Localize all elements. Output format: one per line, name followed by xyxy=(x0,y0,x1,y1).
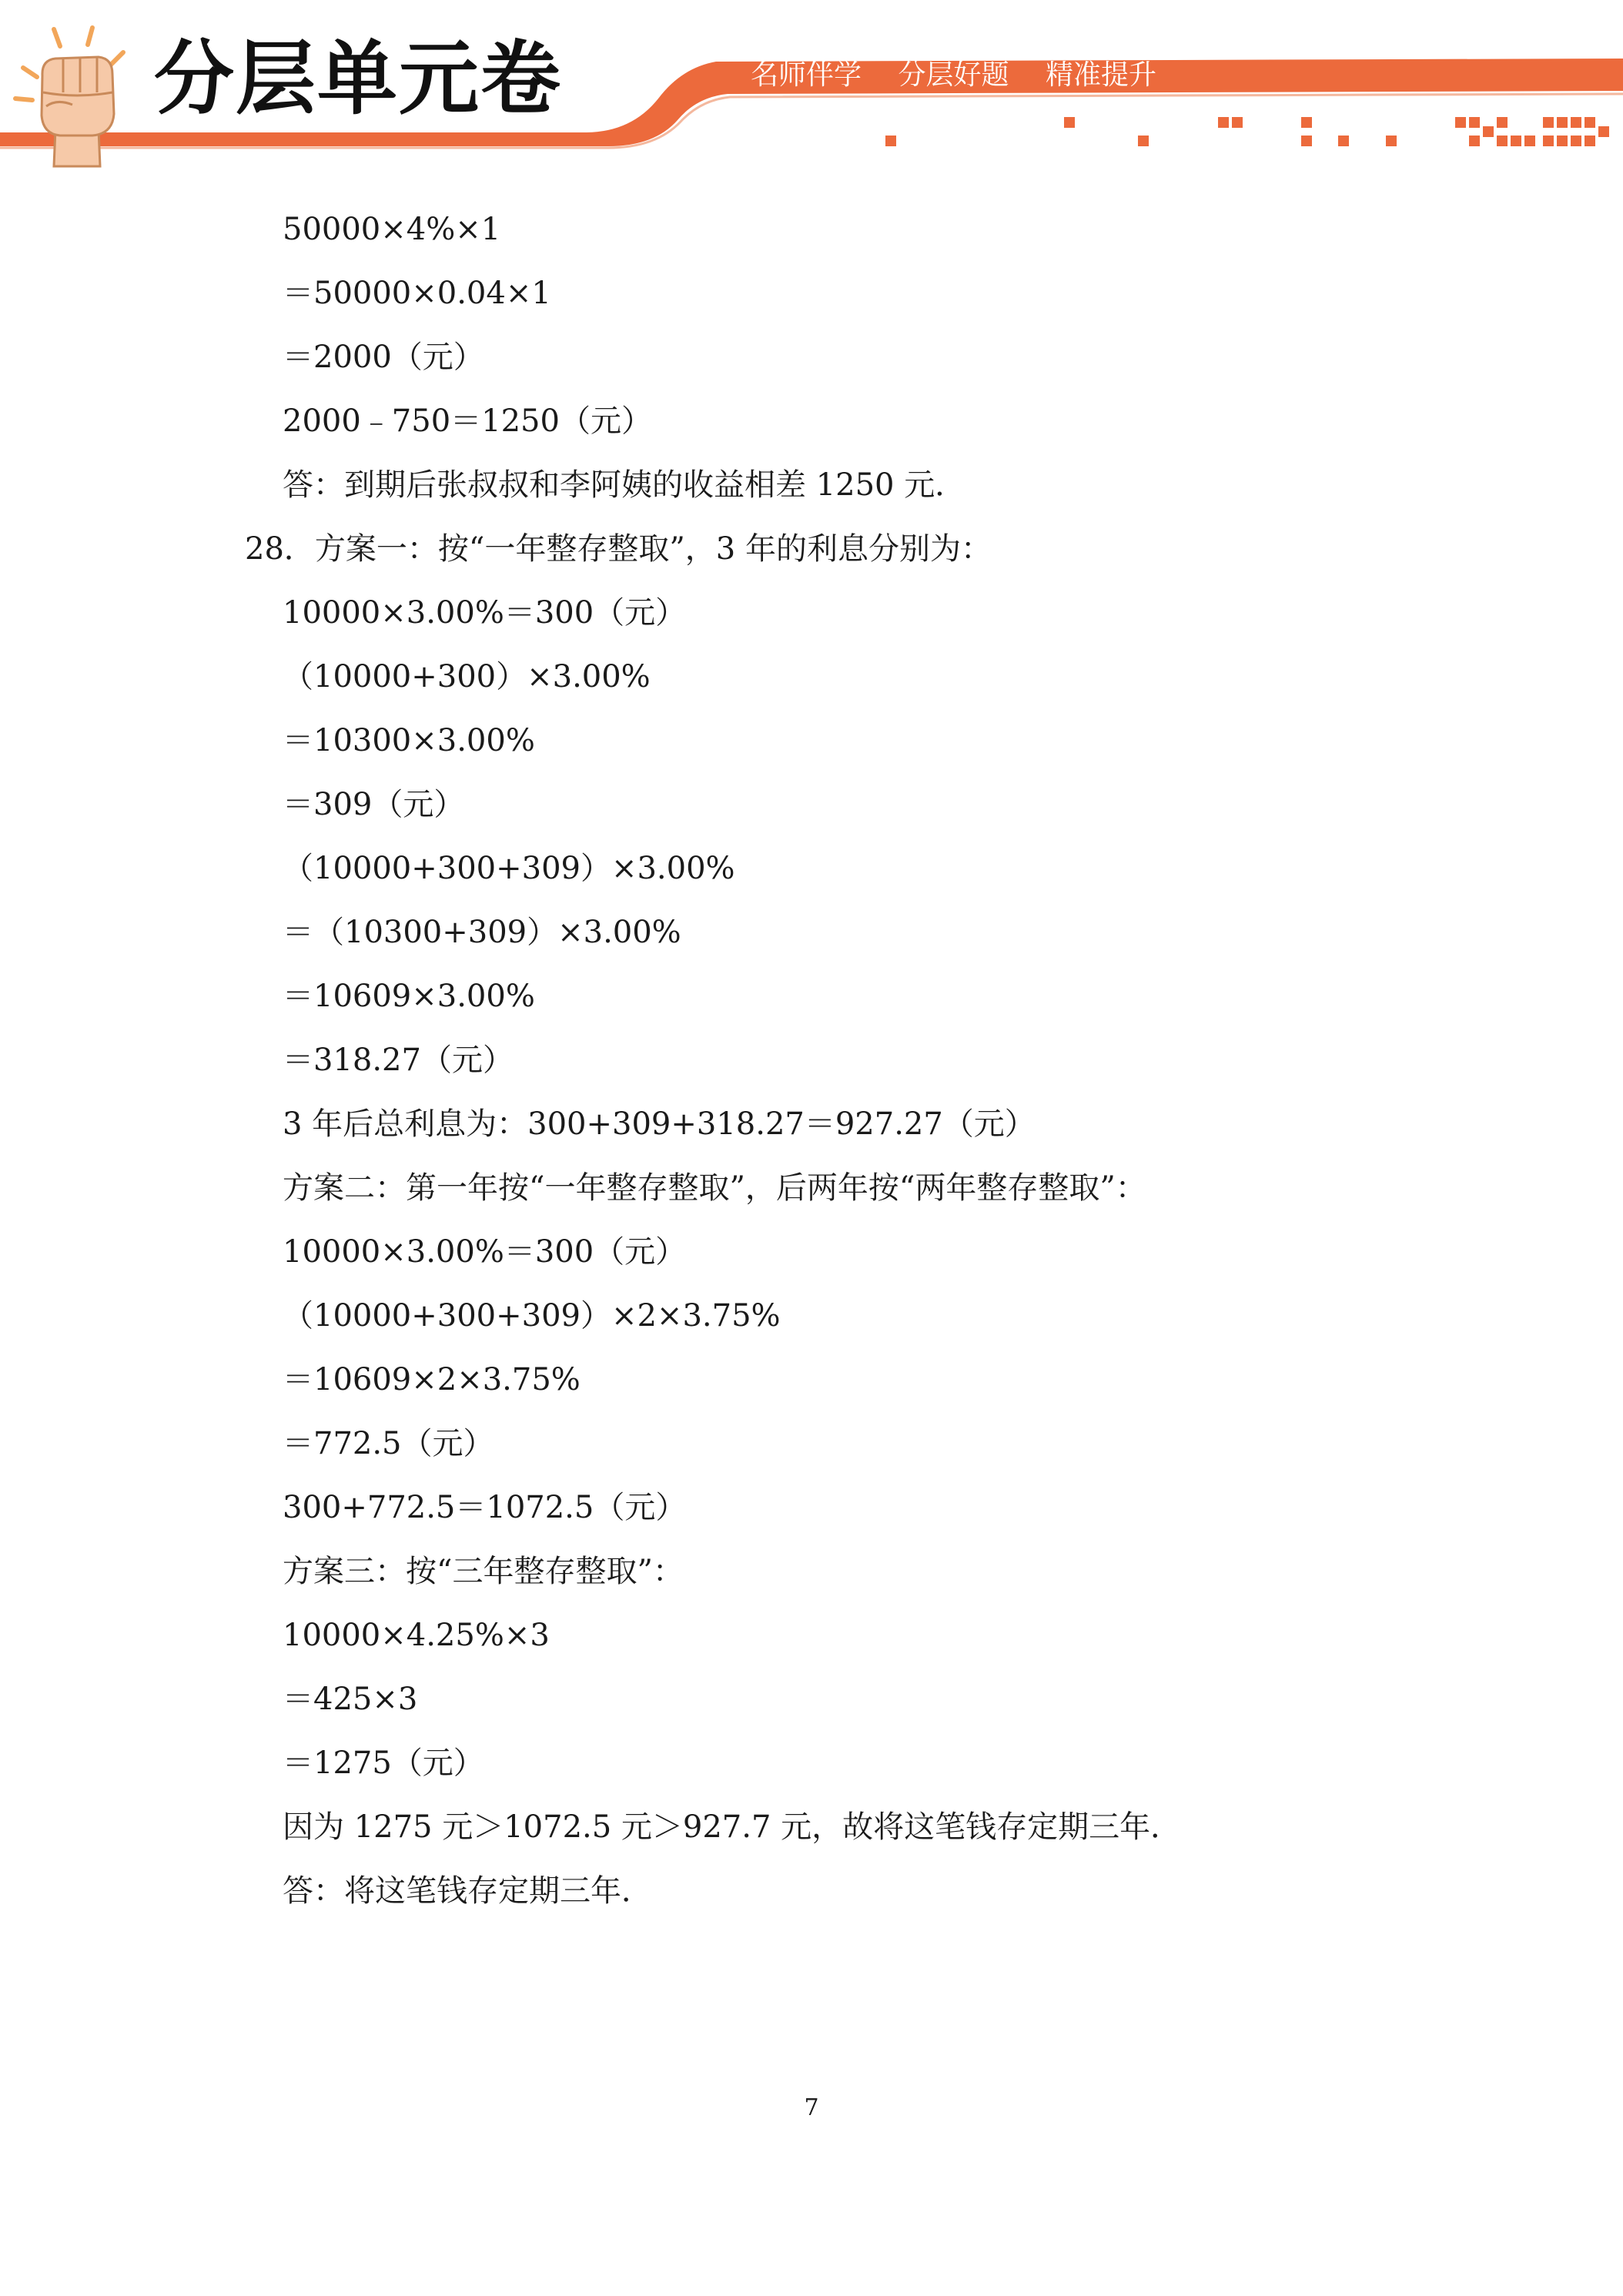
solution-line: 300+772.5＝1072.5（元） xyxy=(283,1490,687,1525)
solution-line: 10000×3.00%＝300（元） xyxy=(283,595,687,631)
solution-line: ＝425×3 xyxy=(283,1682,418,1717)
solution-line: ＝309（元） xyxy=(283,787,465,822)
header-slogan xyxy=(751,59,1184,91)
answer-line: 答：将这笔钱存定期三年． xyxy=(283,1873,652,1909)
solution-line: ＝2000（元） xyxy=(283,340,484,375)
solution-line: ＝10609×3.00% xyxy=(283,979,535,1014)
solution-line: ＝50000×0.04×1 xyxy=(283,276,551,311)
solution-line: ＝（10300+309）×3.00% xyxy=(283,915,681,950)
solution-line: ＝10300×3.00% xyxy=(283,723,535,758)
brand-title: 分层单元卷 xyxy=(154,32,563,126)
solution-line: （10000+300+309）×3.00% xyxy=(283,851,735,886)
solution-line: （10000+300+309）×2×3.75% xyxy=(283,1298,781,1334)
solution-line: 方案三：按“三年整存整取”： xyxy=(283,1554,684,1589)
solution-line: ＝318.27（元） xyxy=(283,1043,514,1078)
solution-line: 10000×3.00%＝300（元） xyxy=(283,1234,687,1270)
fist-icon xyxy=(8,22,139,168)
page-header xyxy=(0,0,1623,166)
solution-line: 3 年后总利息为：300+309+318.27＝927.27（元） xyxy=(283,1106,1036,1142)
slogan-item: 名师伴学 xyxy=(751,59,862,91)
solution-line: （10000+300）×3.00% xyxy=(283,659,651,694)
solution-line: ＝772.5（元） xyxy=(283,1426,494,1461)
solution-line: ＝1275（元） xyxy=(283,1745,484,1781)
answer-line: 答：到期后张叔叔和李阿姨的收益相差 1250 元． xyxy=(283,467,966,503)
solution-line: 50000×4%×1 xyxy=(283,212,501,247)
conclusion-line: 因为 1275 元＞1072.5 元＞927.7 元，故将这笔钱存定期三年． xyxy=(283,1809,1182,1845)
solution-line: ＝10609×2×3.75% xyxy=(283,1362,581,1397)
solution-line: 10000×4.25%×3 xyxy=(283,1618,550,1653)
slogan-item: 分层好题 xyxy=(898,59,1009,91)
solution-line: 2000﹣750＝1250（元） xyxy=(283,403,652,439)
solution-line: 方案二：第一年按“一年整存整取”，后两年按“两年整存整取”： xyxy=(283,1170,1146,1206)
question-heading: 28．方案一：按“一年整存整取”，3 年的利息分别为： xyxy=(245,531,992,567)
slogan-item: 精准提升 xyxy=(1045,59,1156,91)
page-number: 7 xyxy=(804,2094,819,2121)
